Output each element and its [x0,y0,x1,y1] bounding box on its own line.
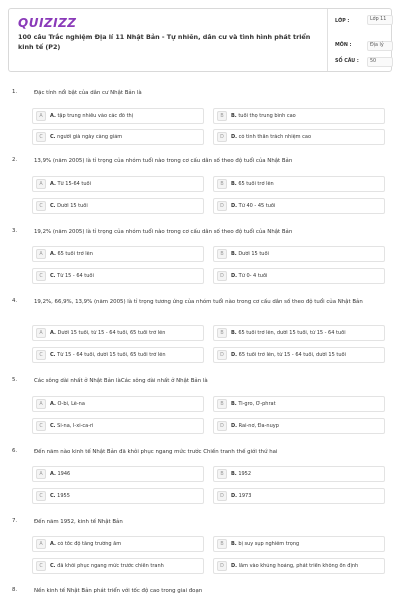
option-key: B. [231,251,237,257]
option-letter-badge: B [217,249,227,259]
option-key: C. [50,352,56,358]
option-body: Từ 15 - 64 tuổi [57,273,94,279]
option-key: D. [231,352,238,358]
option-text [231,541,383,547]
option-letter-badge: A [36,328,46,338]
option-text [50,251,202,257]
option-text [50,273,202,279]
option-text [50,113,202,119]
answer-option-a[interactable] [32,536,204,552]
answer-option-d[interactable] [213,268,385,284]
question-text: 19,2% (năm 2005) là tỉ trọng của nhóm tuổi nào trong cơ cấu dân số theo độ tuổi của Nhật Bản [34,229,293,235]
option-key: C. [50,203,56,209]
answer-option-d[interactable] [213,418,385,434]
question-number: 1. [12,89,18,95]
answer-option-c[interactable] [32,198,204,214]
option-body: bị suy sụp nghiêm trọng [238,541,300,547]
option-key: D. [231,423,238,429]
question-number: 8. [12,587,18,593]
header-divider [327,9,328,71]
option-letter-badge: C [36,421,46,431]
option-letter-badge: A [36,539,46,549]
answer-option-b[interactable] [213,536,385,552]
answer-option-d[interactable] [213,558,385,574]
answer-option-c[interactable] [32,418,204,434]
option-text [50,563,202,569]
answer-option-b[interactable] [213,176,385,192]
option-key: A. [50,113,56,119]
option-body: người già ngày càng giảm [57,134,123,140]
answer-option-c[interactable] [32,268,204,284]
option-text [50,493,202,499]
option-letter-badge: D [217,201,227,211]
answer-option-c[interactable] [32,347,204,363]
meta-value-class: Lớp 11 [367,15,393,25]
option-letter-badge: C [36,201,46,211]
option-key: A. [50,471,56,477]
option-key: D. [231,134,238,140]
meta-label-count: SỐ CÂU : [335,59,359,64]
question-number: 3. [12,228,18,234]
question-text: Đến năm nào kinh tế Nhật Bản đã khôi phục ngang mức trước Chiến tranh thế giới thứ hai [34,449,278,455]
option-text [231,251,383,257]
question-number: 2. [12,157,18,163]
option-body: Si-na, I-xi-ca-ri [57,423,94,429]
answer-option-a[interactable] [32,246,204,262]
option-body: 1952 [238,471,252,477]
option-key: B. [231,181,237,187]
option-body: có tinh thần trách nhiệm cao [238,134,312,140]
option-letter-badge: A [36,111,46,121]
option-key: D. [231,273,238,279]
option-letter-badge: C [36,271,46,281]
option-body: lâm vào khủng hoảng, phát triển không ổn định [238,563,359,569]
option-text [231,203,383,209]
option-letter-badge: C [36,132,46,142]
option-key: B. [231,330,237,336]
quiz-header [8,8,392,72]
option-text [231,352,383,358]
option-body: Rai-nơ, Đa-nuyp [238,423,279,429]
meta-label-subject: MÔN : [335,43,352,48]
option-text [50,203,202,209]
option-text [231,471,383,477]
option-letter-badge: B [217,399,227,409]
option-text [50,352,202,358]
answer-option-b[interactable] [213,108,385,124]
option-letter-badge: C [36,350,46,360]
option-key: B. [231,471,237,477]
option-letter-badge: B [217,111,227,121]
option-body: tuổi thọ trung bình cao [238,113,296,119]
question-text: 13,9% (năm 2005) là tỉ trọng của nhóm tuổi nào trong cơ cấu dân số theo độ tuổi của Nhật Bản [34,158,293,164]
option-body: 65 tuổi trở lên, dưới 15 tuổi, từ 15 - 64 tuổi [238,330,346,336]
option-letter-badge: C [36,561,46,571]
option-key: D. [231,493,238,499]
option-letter-badge: D [217,350,227,360]
option-text [50,181,202,187]
meta-value-subject: Địa lý [367,41,393,51]
option-key: C. [50,493,56,499]
option-text [50,134,202,140]
answer-option-c[interactable] [32,558,204,574]
option-body: 1946 [57,471,71,477]
option-letter-badge: C [36,491,46,501]
answer-option-b[interactable] [213,466,385,482]
question-text: Nền kinh tế Nhật Bản phát triển với tốc độ cao trong giai đoạn [34,588,203,594]
option-key: C. [50,563,56,569]
option-text [231,181,383,187]
question-number: 5. [12,377,18,383]
option-text [231,423,383,429]
answer-option-a[interactable] [32,466,204,482]
option-key: A. [50,330,56,336]
option-body: Từ 15 - 64 tuổi, dưới 15 tuổi, 65 tuổi trở lên [57,352,166,358]
option-letter-badge: A [36,469,46,479]
option-text [231,113,383,119]
question-text: Đặc tính nổi bật của dân cư Nhật Bản là [34,90,142,96]
option-body: Dưới 15 tuổi [238,251,269,257]
answer-option-b[interactable] [213,396,385,412]
option-body: Từ 0- 4 tuổi [238,273,268,279]
answer-option-b[interactable] [213,325,385,341]
option-key: B. [231,401,237,407]
option-text [231,563,383,569]
option-text [231,493,383,499]
option-body: 65 tuổi trở lên, từ 15 - 64 tuổi, dưới 15 tuổi [238,352,346,358]
answer-option-d[interactable] [213,347,385,363]
answer-option-b[interactable] [213,246,385,262]
option-body: có tốc độ tăng trưởng âm [57,541,122,547]
option-text [50,330,202,336]
option-letter-badge: B [217,179,227,189]
option-key: C. [50,134,56,140]
answer-option-a[interactable] [32,396,204,412]
option-text [231,134,383,140]
option-text [50,541,202,547]
answer-option-c[interactable] [32,488,204,504]
option-body: Dưới 15 tuổi, từ 15 - 64 tuổi, 65 tuổi trở lên [57,330,166,336]
answer-option-d[interactable] [213,198,385,214]
option-text [231,401,383,407]
answer-option-a[interactable] [32,108,204,124]
option-letter-badge: B [217,328,227,338]
option-letter-badge: D [217,561,227,571]
option-body: Dưới 15 tuổi [57,203,88,209]
option-letter-badge: A [36,399,46,409]
meta-label-class: LỚP : [335,19,350,24]
option-key: D. [231,203,238,209]
option-letter-badge: B [217,469,227,479]
option-letter-badge: A [36,179,46,189]
option-body: Ô-bi, Lê-na [57,401,85,407]
option-key: C. [50,273,56,279]
quizizz-logo: QUIZIZZ [18,16,77,30]
option-text [231,330,383,336]
option-body: 1955 [57,493,70,499]
option-key: A. [50,541,56,547]
option-letter-badge: D [217,271,227,281]
meta-value-count: 50 [367,57,393,67]
answer-option-a[interactable] [32,325,204,341]
option-key: B. [231,113,237,119]
option-key: A. [50,181,56,187]
option-body: tập trung nhiều vào các đô thị [57,113,134,119]
option-letter-badge: D [217,132,227,142]
question-number: 6. [12,448,18,454]
option-text [50,401,202,407]
option-text [50,471,202,477]
option-body: Từ 15-64 tuổi [57,181,91,187]
option-key: D. [231,563,238,569]
question-text: Đến năm 1952, kinh tế Nhật Bản [34,519,123,525]
option-key: A. [50,401,56,407]
option-body: đã khôi phục ngang mức trước chiến tranh [57,563,164,569]
answer-option-d[interactable] [213,129,385,145]
answer-option-a[interactable] [32,176,204,192]
option-key: B. [231,541,237,547]
option-text [231,273,383,279]
option-letter-badge: A [36,249,46,259]
option-body: 1973 [238,493,252,499]
answer-option-c[interactable] [32,129,204,145]
option-letter-badge: D [217,421,227,431]
option-key: C. [50,423,56,429]
option-key: A. [50,251,56,257]
quiz-title: 100 câu Trắc nghiệm Địa lí 11 Nhật Bản - Tự nhiên, dân cư và tình hình phát triển kinh tế (P2) [18,33,311,51]
question-number: 7. [12,518,18,524]
option-text [50,423,202,429]
question-number: 4. [12,298,18,304]
option-letter-badge: B [217,539,227,549]
option-body: Từ 40 - 45 tuổi [238,203,276,209]
answer-option-d[interactable] [213,488,385,504]
option-body: Ti-gro, Ơ-phrat [238,401,276,407]
option-body: 65 tuổi trở lên [57,251,93,257]
question-text: 19,2%, 66,9%, 13,9% (năm 2005) là tỉ trọng tương ứng của nhóm tuổi nào trong cơ cấu dân số theo độ tuổi của Nhật Bản [34,299,363,305]
option-letter-badge: D [217,491,227,501]
question-text: Các sông dài nhất ở Nhật Bản làCác sông dài nhất ở Nhật Bản là [34,378,208,384]
option-body: 65 tuổi trở lên [238,181,274,187]
